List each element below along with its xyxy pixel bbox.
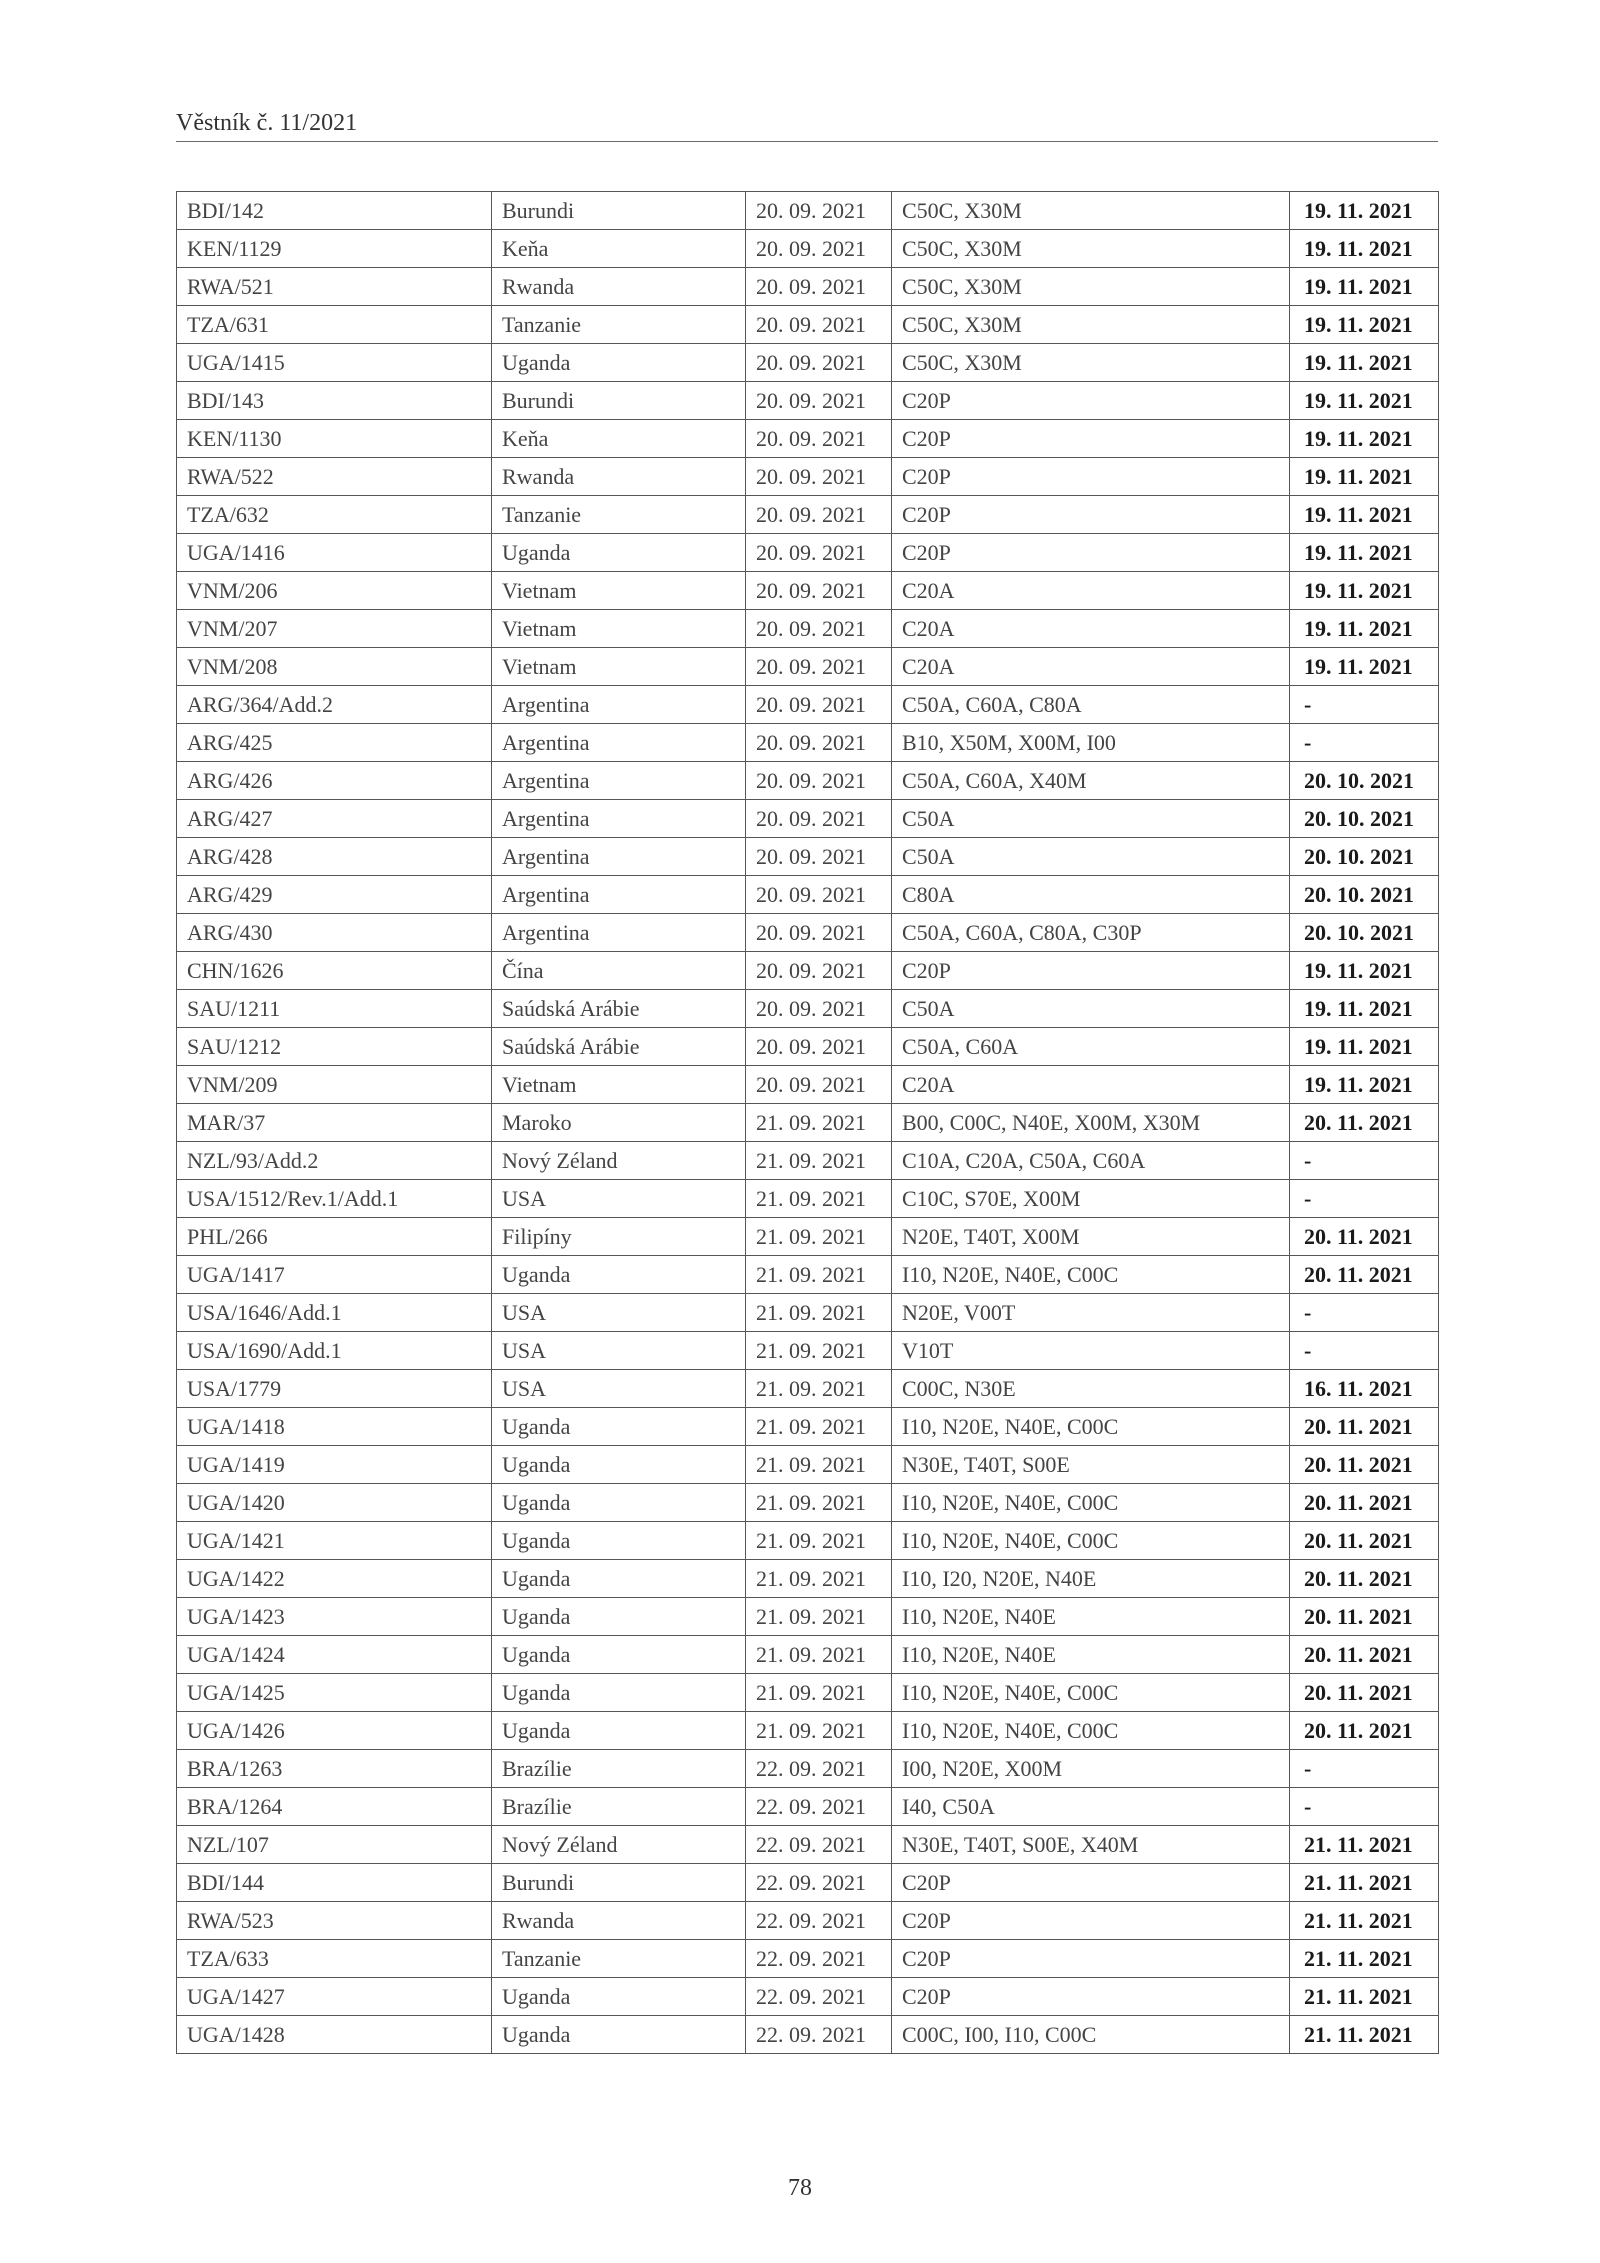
table-row: [177, 268, 1439, 306]
notification-date-cell: 20. 09. 2021: [746, 230, 892, 268]
table-row: [177, 1560, 1439, 1598]
country-cell: Tanzanie: [492, 306, 746, 344]
notification-date-cell: 20. 09. 2021: [746, 686, 892, 724]
notification-date-cell: 20. 09. 2021: [746, 762, 892, 800]
product-codes-cell: C50A, C60A: [892, 1028, 1290, 1066]
product-codes-cell: N20E, V00T: [892, 1294, 1290, 1332]
table-row: [177, 1978, 1439, 2016]
notification-date-cell: 20. 09. 2021: [746, 990, 892, 1028]
table-row: [177, 724, 1439, 762]
notification-code-cell: ARG/426: [177, 762, 492, 800]
notification-code-cell: UGA/1426: [177, 1712, 492, 1750]
product-codes-cell: C20P: [892, 1902, 1290, 1940]
deadline-cell: 19. 11. 2021: [1290, 420, 1439, 458]
notification-date-cell: 22. 09. 2021: [746, 1940, 892, 1978]
country-cell: Tanzanie: [492, 496, 746, 534]
deadline-cell: 20. 11. 2021: [1290, 1674, 1439, 1712]
notification-date-cell: 21. 09. 2021: [746, 1522, 892, 1560]
notification-code-cell: USA/1646/Add.1: [177, 1294, 492, 1332]
deadline-cell: 20. 11. 2021: [1290, 1598, 1439, 1636]
product-codes-cell: I10, N20E, N40E: [892, 1636, 1290, 1674]
notification-code-cell: RWA/523: [177, 1902, 492, 1940]
deadline-cell: 19. 11. 2021: [1290, 344, 1439, 382]
notification-date-cell: 21. 09. 2021: [746, 1598, 892, 1636]
notification-code-cell: USA/1779: [177, 1370, 492, 1408]
deadline-cell: 21. 11. 2021: [1290, 1940, 1439, 1978]
product-codes-cell: C80A: [892, 876, 1290, 914]
deadline-cell: 20. 10. 2021: [1290, 838, 1439, 876]
notification-date-cell: 21. 09. 2021: [746, 1674, 892, 1712]
country-cell: Uganda: [492, 1712, 746, 1750]
notification-date-cell: 20. 09. 2021: [746, 534, 892, 572]
deadline-cell: 21. 11. 2021: [1290, 1864, 1439, 1902]
table-row: [177, 1750, 1439, 1788]
notification-date-cell: 20. 09. 2021: [746, 1066, 892, 1104]
product-codes-cell: I10, N20E, N40E, C00C: [892, 1674, 1290, 1712]
deadline-cell: -: [1290, 1180, 1439, 1218]
country-cell: Filipíny: [492, 1218, 746, 1256]
deadline-cell: 20. 10. 2021: [1290, 762, 1439, 800]
notification-code-cell: UGA/1415: [177, 344, 492, 382]
table-row: [177, 2016, 1439, 2054]
deadline-cell: 20. 11. 2021: [1290, 1256, 1439, 1294]
table-row: [177, 1332, 1439, 1370]
product-codes-cell: N20E, T40T, X00M: [892, 1218, 1290, 1256]
notification-date-cell: 20. 09. 2021: [746, 496, 892, 534]
deadline-cell: -: [1290, 1142, 1439, 1180]
notification-code-cell: TZA/633: [177, 1940, 492, 1978]
deadline-cell: 19. 11. 2021: [1290, 610, 1439, 648]
country-cell: Argentina: [492, 838, 746, 876]
table-row: [177, 1522, 1439, 1560]
product-codes-cell: C10C, S70E, X00M: [892, 1180, 1290, 1218]
notification-date-cell: 22. 09. 2021: [746, 1978, 892, 2016]
deadline-cell: 19. 11. 2021: [1290, 534, 1439, 572]
product-codes-cell: I10, I20, N20E, N40E: [892, 1560, 1290, 1598]
notification-date-cell: 21. 09. 2021: [746, 1560, 892, 1598]
notification-code-cell: UGA/1416: [177, 534, 492, 572]
table-row: [177, 1180, 1439, 1218]
notification-code-cell: BRA/1263: [177, 1750, 492, 1788]
deadline-cell: -: [1290, 1294, 1439, 1332]
table-row: [177, 1788, 1439, 1826]
deadline-cell: 20. 11. 2021: [1290, 1712, 1439, 1750]
notification-code-cell: VNM/207: [177, 610, 492, 648]
notification-code-cell: UGA/1424: [177, 1636, 492, 1674]
table-row: [177, 1940, 1439, 1978]
country-cell: Uganda: [492, 1522, 746, 1560]
notification-code-cell: UGA/1422: [177, 1560, 492, 1598]
country-cell: Uganda: [492, 1408, 746, 1446]
table-row: [177, 344, 1439, 382]
deadline-cell: 21. 11. 2021: [1290, 1826, 1439, 1864]
table-row: [177, 990, 1439, 1028]
country-cell: Rwanda: [492, 458, 746, 496]
table-row: [177, 534, 1439, 572]
notification-code-cell: USA/1512/Rev.1/Add.1: [177, 1180, 492, 1218]
table-row: [177, 1712, 1439, 1750]
deadline-cell: 20. 10. 2021: [1290, 914, 1439, 952]
notification-date-cell: 21. 09. 2021: [746, 1332, 892, 1370]
table-row: [177, 1066, 1439, 1104]
deadline-cell: 19. 11. 2021: [1290, 268, 1439, 306]
table-row: [177, 1408, 1439, 1446]
notification-date-cell: 21. 09. 2021: [746, 1484, 892, 1522]
notification-date-cell: 20. 09. 2021: [746, 724, 892, 762]
table-row: [177, 876, 1439, 914]
deadline-cell: 19. 11. 2021: [1290, 952, 1439, 990]
deadline-cell: 16. 11. 2021: [1290, 1370, 1439, 1408]
notification-code-cell: TZA/632: [177, 496, 492, 534]
table-row: [177, 1864, 1439, 1902]
notification-date-cell: 21. 09. 2021: [746, 1370, 892, 1408]
product-codes-cell: C20P: [892, 1864, 1290, 1902]
product-codes-cell: C20P: [892, 458, 1290, 496]
country-cell: USA: [492, 1370, 746, 1408]
country-cell: Burundi: [492, 382, 746, 420]
table-row: [177, 1484, 1439, 1522]
country-cell: Saúdská Arábie: [492, 990, 746, 1028]
table-row: [177, 1674, 1439, 1712]
notification-date-cell: 20. 09. 2021: [746, 1028, 892, 1066]
notification-code-cell: UGA/1419: [177, 1446, 492, 1484]
table-row: [177, 230, 1439, 268]
table-row: [177, 800, 1439, 838]
country-cell: Brazílie: [492, 1750, 746, 1788]
table-row: [177, 838, 1439, 876]
deadline-cell: -: [1290, 686, 1439, 724]
product-codes-cell: C20A: [892, 610, 1290, 648]
deadline-cell: 20. 11. 2021: [1290, 1522, 1439, 1560]
notification-date-cell: 20. 09. 2021: [746, 458, 892, 496]
country-cell: Čína: [492, 952, 746, 990]
product-codes-cell: C20A: [892, 1066, 1290, 1104]
notification-code-cell: ARG/430: [177, 914, 492, 952]
product-codes-cell: B00, C00C, N40E, X00M, X30M: [892, 1104, 1290, 1142]
deadline-cell: 19. 11. 2021: [1290, 1028, 1439, 1066]
deadline-cell: 21. 11. 2021: [1290, 1978, 1439, 2016]
notification-code-cell: NZL/93/Add.2: [177, 1142, 492, 1180]
notification-date-cell: 21. 09. 2021: [746, 1180, 892, 1218]
product-codes-cell: C20P: [892, 382, 1290, 420]
deadline-cell: 20. 11. 2021: [1290, 1446, 1439, 1484]
notification-date-cell: 21. 09. 2021: [746, 1218, 892, 1256]
product-codes-cell: C50A: [892, 990, 1290, 1028]
country-cell: Uganda: [492, 1560, 746, 1598]
notification-code-cell: BRA/1264: [177, 1788, 492, 1826]
deadline-cell: 19. 11. 2021: [1290, 1066, 1439, 1104]
country-cell: Keňa: [492, 230, 746, 268]
table-row: [177, 192, 1439, 230]
product-codes-cell: C20P: [892, 1940, 1290, 1978]
notification-date-cell: 21. 09. 2021: [746, 1294, 892, 1332]
notification-date-cell: 22. 09. 2021: [746, 1864, 892, 1902]
product-codes-cell: C50A: [892, 800, 1290, 838]
product-codes-cell: C00C, I00, I10, C00C: [892, 2016, 1290, 2054]
notification-date-cell: 22. 09. 2021: [746, 1750, 892, 1788]
product-codes-cell: C50A, C60A, C80A: [892, 686, 1290, 724]
notification-code-cell: SAU/1211: [177, 990, 492, 1028]
country-cell: Vietnam: [492, 572, 746, 610]
product-codes-cell: C50C, X30M: [892, 306, 1290, 344]
notification-date-cell: 20. 09. 2021: [746, 648, 892, 686]
country-cell: Uganda: [492, 1484, 746, 1522]
country-cell: Burundi: [492, 1864, 746, 1902]
country-cell: Maroko: [492, 1104, 746, 1142]
deadline-cell: 20. 11. 2021: [1290, 1560, 1439, 1598]
product-codes-cell: C50C, X30M: [892, 268, 1290, 306]
product-codes-cell: V10T: [892, 1332, 1290, 1370]
country-cell: Saúdská Arábie: [492, 1028, 746, 1066]
deadline-cell: 19. 11. 2021: [1290, 230, 1439, 268]
product-codes-cell: I40, C50A: [892, 1788, 1290, 1826]
country-cell: Uganda: [492, 534, 746, 572]
product-codes-cell: C20P: [892, 1978, 1290, 2016]
country-cell: Uganda: [492, 2016, 746, 2054]
notification-code-cell: RWA/522: [177, 458, 492, 496]
page-header: [176, 110, 1438, 142]
notification-date-cell: 22. 09. 2021: [746, 1902, 892, 1940]
product-codes-cell: I00, N20E, X00M: [892, 1750, 1290, 1788]
notification-date-cell: 20. 09. 2021: [746, 382, 892, 420]
country-cell: Rwanda: [492, 1902, 746, 1940]
notification-code-cell: UGA/1417: [177, 1256, 492, 1294]
deadline-cell: -: [1290, 724, 1439, 762]
table-row: [177, 1294, 1439, 1332]
deadline-cell: 19. 11. 2021: [1290, 496, 1439, 534]
country-cell: Argentina: [492, 876, 746, 914]
country-cell: Uganda: [492, 344, 746, 382]
notification-date-cell: 22. 09. 2021: [746, 1826, 892, 1864]
table-row: [177, 1142, 1439, 1180]
notification-date-cell: 21. 09. 2021: [746, 1408, 892, 1446]
page-number: 78: [788, 2175, 812, 2201]
notification-date-cell: 21. 09. 2021: [746, 1712, 892, 1750]
country-cell: Nový Zéland: [492, 1142, 746, 1180]
country-cell: Keňa: [492, 420, 746, 458]
deadline-cell: 19. 11. 2021: [1290, 648, 1439, 686]
table-row: [177, 1446, 1439, 1484]
notification-code-cell: USA/1690/Add.1: [177, 1332, 492, 1370]
country-cell: Brazílie: [492, 1788, 746, 1826]
notification-date-cell: 20. 09. 2021: [746, 876, 892, 914]
table-row: [177, 610, 1439, 648]
notification-code-cell: BDI/144: [177, 1864, 492, 1902]
table-row: [177, 952, 1439, 990]
notification-code-cell: SAU/1212: [177, 1028, 492, 1066]
notification-code-cell: VNM/206: [177, 572, 492, 610]
deadline-cell: -: [1290, 1750, 1439, 1788]
table-row: [177, 420, 1439, 458]
table-row: [177, 762, 1439, 800]
notification-date-cell: 21. 09. 2021: [746, 1142, 892, 1180]
deadline-cell: 19. 11. 2021: [1290, 458, 1439, 496]
notification-table: [176, 191, 1439, 2054]
product-codes-cell: C50A, C60A, C80A, C30P: [892, 914, 1290, 952]
deadline-cell: 19. 11. 2021: [1290, 572, 1439, 610]
country-cell: Uganda: [492, 1674, 746, 1712]
notification-date-cell: 20. 09. 2021: [746, 192, 892, 230]
notification-code-cell: UGA/1427: [177, 1978, 492, 2016]
notification-date-cell: 21. 09. 2021: [746, 1104, 892, 1142]
table-row: [177, 1256, 1439, 1294]
product-codes-cell: C20A: [892, 648, 1290, 686]
notification-code-cell: KEN/1129: [177, 230, 492, 268]
country-cell: Argentina: [492, 762, 746, 800]
notification-code-cell: CHN/1626: [177, 952, 492, 990]
product-codes-cell: I10, N20E, N40E, C00C: [892, 1522, 1290, 1560]
product-codes-cell: I10, N20E, N40E, C00C: [892, 1256, 1290, 1294]
notification-code-cell: BDI/143: [177, 382, 492, 420]
notification-code-cell: KEN/1130: [177, 420, 492, 458]
product-codes-cell: C00C, N30E: [892, 1370, 1290, 1408]
table-row: [177, 306, 1439, 344]
table-row: [177, 1370, 1439, 1408]
notification-table-body: [177, 192, 1439, 2054]
notification-date-cell: 20. 09. 2021: [746, 420, 892, 458]
table-row: [177, 648, 1439, 686]
deadline-cell: 19. 11. 2021: [1290, 306, 1439, 344]
table-row: [177, 496, 1439, 534]
product-codes-cell: C20P: [892, 952, 1290, 990]
notification-date-cell: 20. 09. 2021: [746, 306, 892, 344]
notification-code-cell: UGA/1423: [177, 1598, 492, 1636]
product-codes-cell: I10, N20E, N40E, C00C: [892, 1408, 1290, 1446]
country-cell: Uganda: [492, 1446, 746, 1484]
notification-code-cell: VNM/209: [177, 1066, 492, 1104]
country-cell: Argentina: [492, 800, 746, 838]
notification-code-cell: ARG/427: [177, 800, 492, 838]
notification-code-cell: NZL/107: [177, 1826, 492, 1864]
notification-date-cell: 22. 09. 2021: [746, 1788, 892, 1826]
product-codes-cell: I10, N20E, N40E: [892, 1598, 1290, 1636]
product-codes-cell: C10A, C20A, C50A, C60A: [892, 1142, 1290, 1180]
notification-date-cell: 20. 09. 2021: [746, 610, 892, 648]
table-row: [177, 686, 1439, 724]
bulletin-title: Věstník č. 11/2021: [176, 110, 358, 136]
notification-code-cell: PHL/266: [177, 1218, 492, 1256]
product-codes-cell: C50A, C60A, X40M: [892, 762, 1290, 800]
product-codes-cell: N30E, T40T, S00E, X40M: [892, 1826, 1290, 1864]
table-row: [177, 1028, 1439, 1066]
notification-code-cell: ARG/364/Add.2: [177, 686, 492, 724]
product-codes-cell: C20P: [892, 534, 1290, 572]
table-row: [177, 1636, 1439, 1674]
table-row: [177, 382, 1439, 420]
notification-code-cell: RWA/521: [177, 268, 492, 306]
notification-code-cell: VNM/208: [177, 648, 492, 686]
country-cell: Tanzanie: [492, 1940, 746, 1978]
notification-code-cell: BDI/142: [177, 192, 492, 230]
notification-code-cell: UGA/1421: [177, 1522, 492, 1560]
product-codes-cell: C50C, X30M: [892, 344, 1290, 382]
country-cell: Vietnam: [492, 648, 746, 686]
notification-code-cell: ARG/428: [177, 838, 492, 876]
deadline-cell: 20. 11. 2021: [1290, 1218, 1439, 1256]
notification-date-cell: 20. 09. 2021: [746, 344, 892, 382]
country-cell: USA: [492, 1332, 746, 1370]
notification-code-cell: MAR/37: [177, 1104, 492, 1142]
notification-code-cell: UGA/1418: [177, 1408, 492, 1446]
deadline-cell: 20. 10. 2021: [1290, 876, 1439, 914]
notification-date-cell: 21. 09. 2021: [746, 1446, 892, 1484]
notification-date-cell: 20. 09. 2021: [746, 914, 892, 952]
table-row: [177, 1598, 1439, 1636]
product-codes-cell: I10, N20E, N40E, C00C: [892, 1712, 1290, 1750]
notification-date-cell: 20. 09. 2021: [746, 268, 892, 306]
table-row: [177, 458, 1439, 496]
country-cell: Vietnam: [492, 610, 746, 648]
product-codes-cell: C20P: [892, 420, 1290, 458]
country-cell: Rwanda: [492, 268, 746, 306]
country-cell: Uganda: [492, 1256, 746, 1294]
deadline-cell: 20. 11. 2021: [1290, 1636, 1439, 1674]
product-codes-cell: C50A: [892, 838, 1290, 876]
country-cell: Uganda: [492, 1978, 746, 2016]
deadline-cell: -: [1290, 1332, 1439, 1370]
deadline-cell: 20. 11. 2021: [1290, 1104, 1439, 1142]
deadline-cell: 19. 11. 2021: [1290, 990, 1439, 1028]
country-cell: Uganda: [492, 1598, 746, 1636]
product-codes-cell: C50C, X30M: [892, 192, 1290, 230]
deadline-cell: 20. 11. 2021: [1290, 1408, 1439, 1446]
notification-code-cell: UGA/1420: [177, 1484, 492, 1522]
deadline-cell: -: [1290, 1788, 1439, 1826]
table-row: [177, 572, 1439, 610]
notification-code-cell: ARG/429: [177, 876, 492, 914]
country-cell: Argentina: [492, 914, 746, 952]
deadline-cell: 20. 10. 2021: [1290, 800, 1439, 838]
notification-code-cell: UGA/1428: [177, 2016, 492, 2054]
notification-date-cell: 22. 09. 2021: [746, 2016, 892, 2054]
deadline-cell: 20. 11. 2021: [1290, 1484, 1439, 1522]
table-row: [177, 1902, 1439, 1940]
notification-date-cell: 21. 09. 2021: [746, 1256, 892, 1294]
country-cell: Nový Zéland: [492, 1826, 746, 1864]
notification-code-cell: TZA/631: [177, 306, 492, 344]
product-codes-cell: I10, N20E, N40E, C00C: [892, 1484, 1290, 1522]
deadline-cell: 21. 11. 2021: [1290, 1902, 1439, 1940]
product-codes-cell: B10, X50M, X00M, I00: [892, 724, 1290, 762]
table-row: [177, 1104, 1439, 1142]
country-cell: Burundi: [492, 192, 746, 230]
product-codes-cell: C20P: [892, 496, 1290, 534]
country-cell: Vietnam: [492, 1066, 746, 1104]
notification-date-cell: 21. 09. 2021: [746, 1636, 892, 1674]
product-codes-cell: C50C, X30M: [892, 230, 1290, 268]
country-cell: USA: [492, 1294, 746, 1332]
table-row: [177, 1218, 1439, 1256]
table-row: [177, 914, 1439, 952]
notification-code-cell: UGA/1425: [177, 1674, 492, 1712]
deadline-cell: 19. 11. 2021: [1290, 192, 1439, 230]
notification-date-cell: 20. 09. 2021: [746, 572, 892, 610]
notification-code-cell: ARG/425: [177, 724, 492, 762]
product-codes-cell: C20A: [892, 572, 1290, 610]
deadline-cell: 19. 11. 2021: [1290, 382, 1439, 420]
deadline-cell: 21. 11. 2021: [1290, 2016, 1439, 2054]
country-cell: Argentina: [492, 724, 746, 762]
notification-date-cell: 20. 09. 2021: [746, 838, 892, 876]
table-row: [177, 1826, 1439, 1864]
country-cell: Argentina: [492, 686, 746, 724]
country-cell: Uganda: [492, 1636, 746, 1674]
country-cell: USA: [492, 1180, 746, 1218]
product-codes-cell: N30E, T40T, S00E: [892, 1446, 1290, 1484]
notification-date-cell: 20. 09. 2021: [746, 952, 892, 990]
notification-date-cell: 20. 09. 2021: [746, 800, 892, 838]
